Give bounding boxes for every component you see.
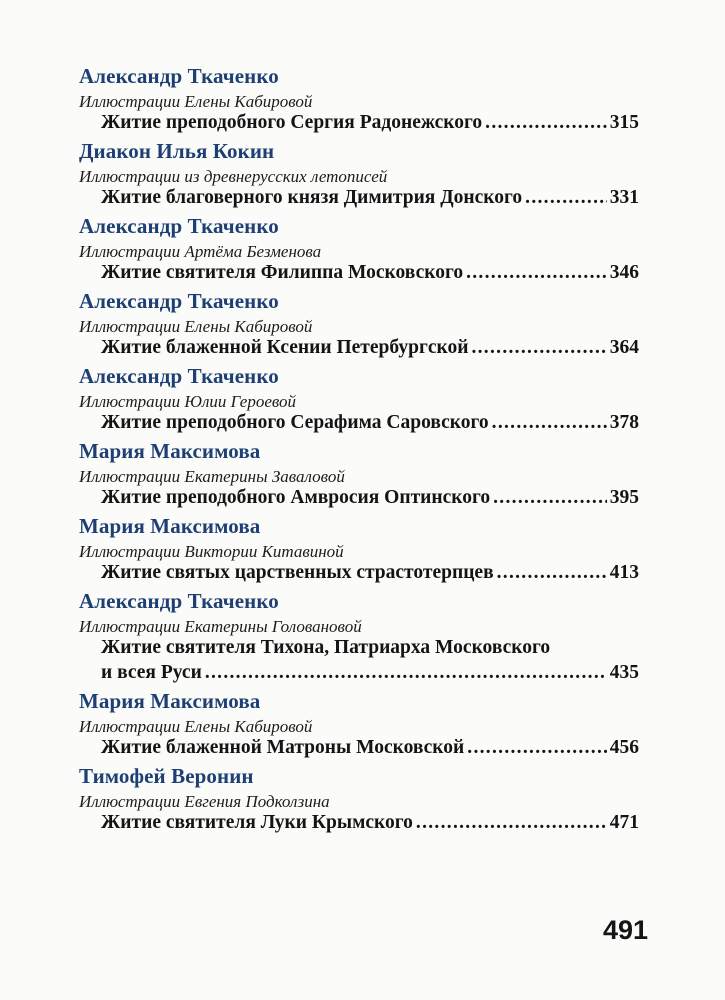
page-ref: 456: [609, 737, 639, 758]
author-name: Александр Ткаченко: [79, 64, 279, 88]
author-name: Александр Ткаченко: [79, 589, 279, 613]
illustrator-credit: Иллюстрации Елены Кабировой: [79, 92, 313, 111]
illustrator-credit: Иллюстрации Виктории Китавиной: [79, 542, 344, 561]
story-title: Житие благоверного князя Димитрия Донского: [101, 187, 523, 208]
toc-title-line[interactable]: [101, 662, 639, 684]
toc-entry: [79, 289, 639, 364]
page-ref: 346: [609, 262, 639, 283]
toc-title-line[interactable]: [101, 412, 639, 434]
toc-entry: [79, 214, 639, 289]
page-ref: 435: [609, 662, 639, 683]
dot-leader: [525, 187, 607, 209]
author-name: Мария Максимова: [79, 439, 261, 463]
toc-entry: [79, 64, 639, 139]
toc-title-line[interactable]: [101, 112, 639, 134]
page-ref: 315: [609, 112, 639, 133]
author-name: Диакон Илья Кокин: [79, 139, 275, 163]
dot-leader: [492, 412, 607, 434]
illustrator-credit: Иллюстрации Юлии Героевой: [79, 392, 297, 411]
toc-title-line[interactable]: [101, 487, 639, 509]
dot-leader: [485, 112, 607, 134]
illustrator-credit: Иллюстрации Артёма Безменова: [79, 242, 322, 261]
dot-leader: [466, 262, 607, 284]
story-title: Житие святых царственных страстотерпцев: [101, 562, 494, 583]
toc-title-line[interactable]: [101, 737, 639, 759]
author-name: Александр Ткаченко: [79, 289, 279, 313]
toc-title-line[interactable]: [101, 562, 639, 584]
toc-title-line[interactable]: [101, 812, 639, 834]
story-title: и всея Руси: [101, 662, 202, 683]
dot-leader: [205, 662, 607, 684]
page-ref: 413: [609, 562, 639, 583]
toc-entry: [79, 589, 639, 689]
page-ref: 331: [609, 187, 639, 208]
toc-entry: [79, 764, 639, 839]
story-title: Житие святителя Филиппа Московского: [101, 262, 464, 283]
story-title: Житие святителя Луки Крымского: [101, 812, 413, 833]
page-number: 491: [602, 915, 648, 945]
story-title: Житие блаженной Ксении Петербургской: [101, 337, 469, 358]
author-name: Тимофей Веронин: [79, 764, 254, 788]
illustrator-credit: Иллюстрации из древнерусских летописей: [79, 167, 388, 186]
toc-entry: [79, 514, 639, 589]
toc-title-line[interactable]: [101, 187, 639, 209]
toc-entry: [79, 364, 639, 439]
author-name: Александр Ткаченко: [79, 214, 279, 238]
story-title: Житие преподобного Серафима Саровского: [101, 412, 489, 433]
table-of-contents: [79, 64, 639, 839]
illustrator-credit: Иллюстрации Екатерины Заваловой: [79, 467, 345, 486]
page-ref: 395: [609, 487, 639, 508]
illustrator-credit: Иллюстрации Евгения Подколзина: [79, 792, 330, 811]
author-name: Мария Максимова: [79, 689, 261, 713]
page-ref: 378: [609, 412, 639, 433]
dot-leader: [471, 337, 606, 359]
toc-entry: [79, 689, 639, 764]
author-name: Мария Максимова: [79, 514, 261, 538]
story-title-first-line[interactable]: Житие святителя Тихона, Патриарха Московского: [101, 637, 551, 658]
page-ref: 364: [609, 337, 639, 358]
toc-entry: [79, 139, 639, 214]
dot-leader: [497, 562, 607, 584]
dot-leader: [493, 487, 607, 509]
page-ref: 471: [609, 812, 639, 833]
dot-leader: [467, 737, 606, 759]
story-title: Житие блаженной Матроны Московской: [101, 737, 465, 758]
dot-leader: [416, 812, 607, 834]
story-title: Житие преподобного Сергия Радонежского: [101, 112, 483, 133]
author-name: Александр Ткаченко: [79, 364, 279, 388]
toc-title-line[interactable]: [101, 337, 639, 359]
story-title: Житие преподобного Амвросия Оптинского: [101, 487, 491, 508]
illustrator-credit: Иллюстрации Екатерины Головановой: [79, 617, 362, 636]
toc-entry: [79, 439, 639, 514]
illustrator-credit: Иллюстрации Елены Кабировой: [79, 717, 313, 736]
illustrator-credit: Иллюстрации Елены Кабировой: [79, 317, 313, 336]
toc-title-line[interactable]: [101, 262, 639, 284]
